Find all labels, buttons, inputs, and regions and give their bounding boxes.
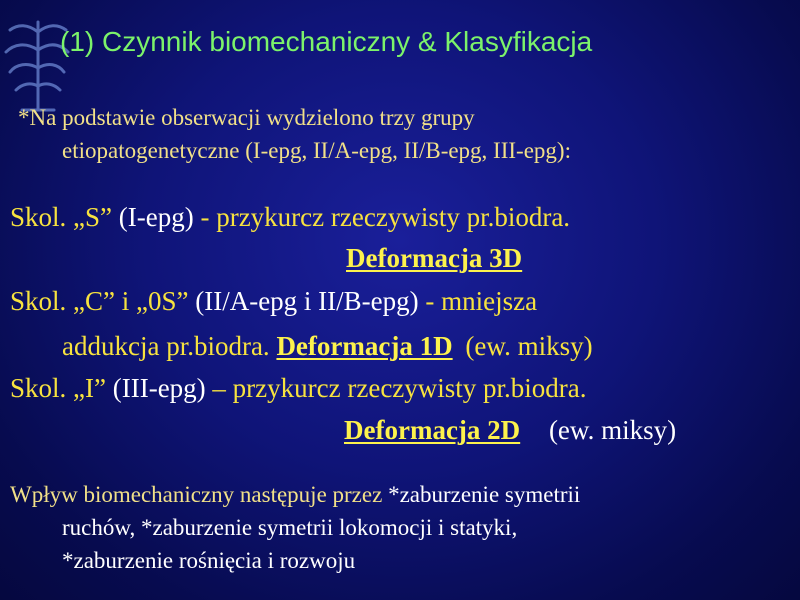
item-3-deformation: Deformacja 2D: [344, 415, 521, 445]
item-1-line: [10, 200, 570, 234]
footer-part-1: Wpływ biomechaniczny następuje przez: [10, 482, 383, 507]
item-1-label: Skol. „S”: [10, 202, 113, 232]
footer-line-3: *zaburzenie rośnięcia i rozwoju: [62, 548, 356, 573]
item-3-extra: (ew. miksy): [548, 415, 677, 445]
footer-paragraph: [10, 478, 790, 577]
footer-line-1: [10, 478, 790, 511]
item-2-deformation: Deformacja 1D: [276, 331, 453, 361]
item-2-desc-2: addukcja pr.biodra.: [62, 331, 270, 361]
item-3-label: Skol. „I”: [10, 373, 106, 403]
item-3-deformation-line: [344, 413, 676, 447]
footer-part-2: *zaburzenie symetrii: [382, 482, 581, 507]
intro-line-1: *Na podstawie obserwacji wydzielono trzy grupy: [18, 105, 475, 130]
item-1-group: (I-epg): [112, 202, 194, 232]
item-3-group: (III-epg): [105, 373, 206, 403]
item-1-desc: - przykurcz rzeczywisty pr.biodra.: [193, 202, 571, 232]
tree-logo-icon: [2, 2, 72, 114]
item-1-deformation: Deformacja 3D: [346, 243, 523, 273]
item-2-group: (II/A-epg i II/B-epg): [188, 286, 419, 316]
footer-line-2: ruchów, *zaburzenie symetrii lokomocji i statyki,: [62, 515, 518, 540]
intro-line-2: etiopatogenetyczne (I-epg, II/A-epg, II/B-epg, III-epg):: [62, 138, 571, 163]
item-2-extra: (ew. miksy): [465, 331, 593, 361]
item-2-line: [10, 284, 537, 318]
item-3-line: [10, 371, 587, 405]
item-2-label: Skol. „C” i „0S”: [10, 286, 189, 316]
item-3-desc: – przykurcz rzeczywisty pr.biodra.: [205, 373, 587, 403]
item-1-deformation-line: [346, 241, 522, 275]
item-2-desc: - mniejsza: [418, 286, 538, 316]
intro-paragraph: [18, 101, 778, 167]
item-2-line-2: [62, 329, 593, 363]
slide-title: (1) Czynnik biomechaniczny & Klasyfikacja: [60, 26, 593, 57]
